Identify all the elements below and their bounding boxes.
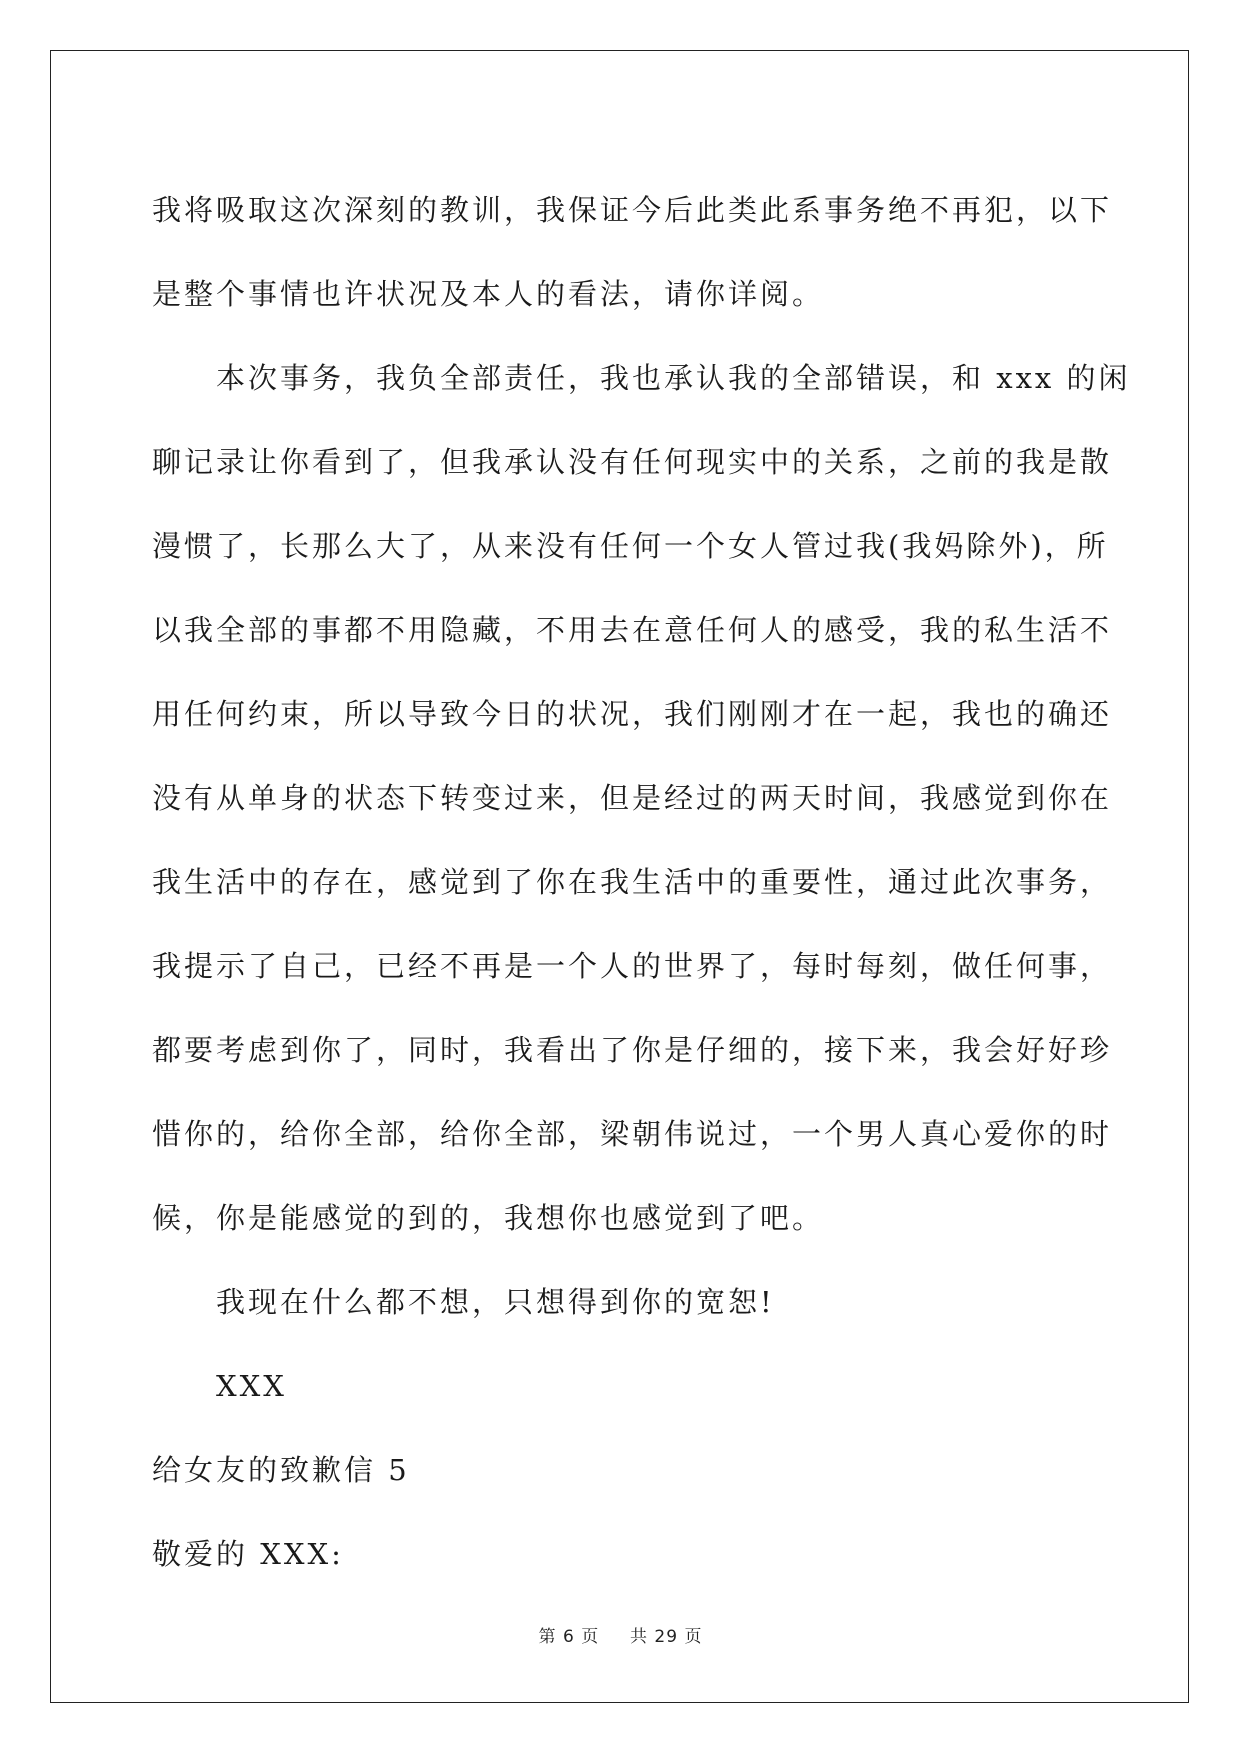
- paragraph-line: 没有从单身的状态下转变过来，但是经过的两天时间，我感觉到你在: [152, 781, 1113, 815]
- paragraph-line: 我将吸取这次深刻的教训，我保证今后此类此系事务绝不再犯，以下: [152, 193, 1113, 227]
- salutation: 敬爱的 XXX:: [152, 1537, 344, 1571]
- paragraph-line: 都要考虑到你了，同时，我看出了你是仔细的，接下来，我会好好珍: [152, 1033, 1113, 1067]
- paragraph-line: 是整个事情也许状况及本人的看法，请你详阅。: [152, 277, 825, 311]
- paragraph-line: 漫惯了，长那么大了，从来没有任何一个女人管过我(我妈除外)，所: [152, 529, 1109, 563]
- paragraph-line: 我提示了自己，已经不再是一个人的世界了，每时每刻，做任何事，: [152, 949, 1113, 983]
- total-prefix: 共: [630, 1627, 648, 1647]
- paragraph-line: 本次事务，我负全部责任，我也承认我的全部错误，和 xxx 的闲: [216, 361, 1131, 395]
- next-letter-title-block: [152, 1428, 1092, 1512]
- paragraph-line: 我生活中的存在，感觉到了你在我生活中的重要性，通过此次事务，: [152, 865, 1113, 899]
- paragraph-line: 惜你的，给你全部，给你全部，梁朝伟说过，一个男人真心爱你的时: [152, 1117, 1113, 1151]
- paragraph-line: 候，你是能感觉的到的，我想你也感觉到了吧。: [152, 1201, 825, 1235]
- paragraph-line: 以我全部的事都不用隐藏，不用去在意任何人的感受，我的私生活不: [152, 613, 1113, 647]
- total-suffix: 页: [684, 1627, 703, 1647]
- paragraph-3: [152, 1260, 1092, 1344]
- salutation-block: [152, 1512, 1092, 1596]
- page-label-prefix: 第: [538, 1627, 557, 1647]
- next-letter-title: 给女友的致歉信 5: [152, 1453, 410, 1487]
- paragraph-line: 我现在什么都不想，只想得到你的宽恕!: [216, 1285, 775, 1319]
- signature-block: [152, 1344, 1092, 1428]
- total-pages: 29: [654, 1627, 679, 1647]
- document-body: [152, 168, 1131, 1596]
- page-footer: [0, 1622, 1241, 1647]
- page-number: 6: [562, 1627, 575, 1647]
- paragraph-1: [152, 168, 1113, 336]
- paragraph-line: 聊记录让你看到了，但我承认没有任何现实中的关系，之前的我是散: [152, 445, 1113, 479]
- page-label-suffix: 页: [581, 1627, 600, 1647]
- signature: XXX: [216, 1369, 287, 1403]
- paragraph-line: 用任何约束，所以导致今日的状况，我们刚刚才在一起，我也的确还: [152, 697, 1113, 731]
- paragraph-2: [152, 336, 1131, 1260]
